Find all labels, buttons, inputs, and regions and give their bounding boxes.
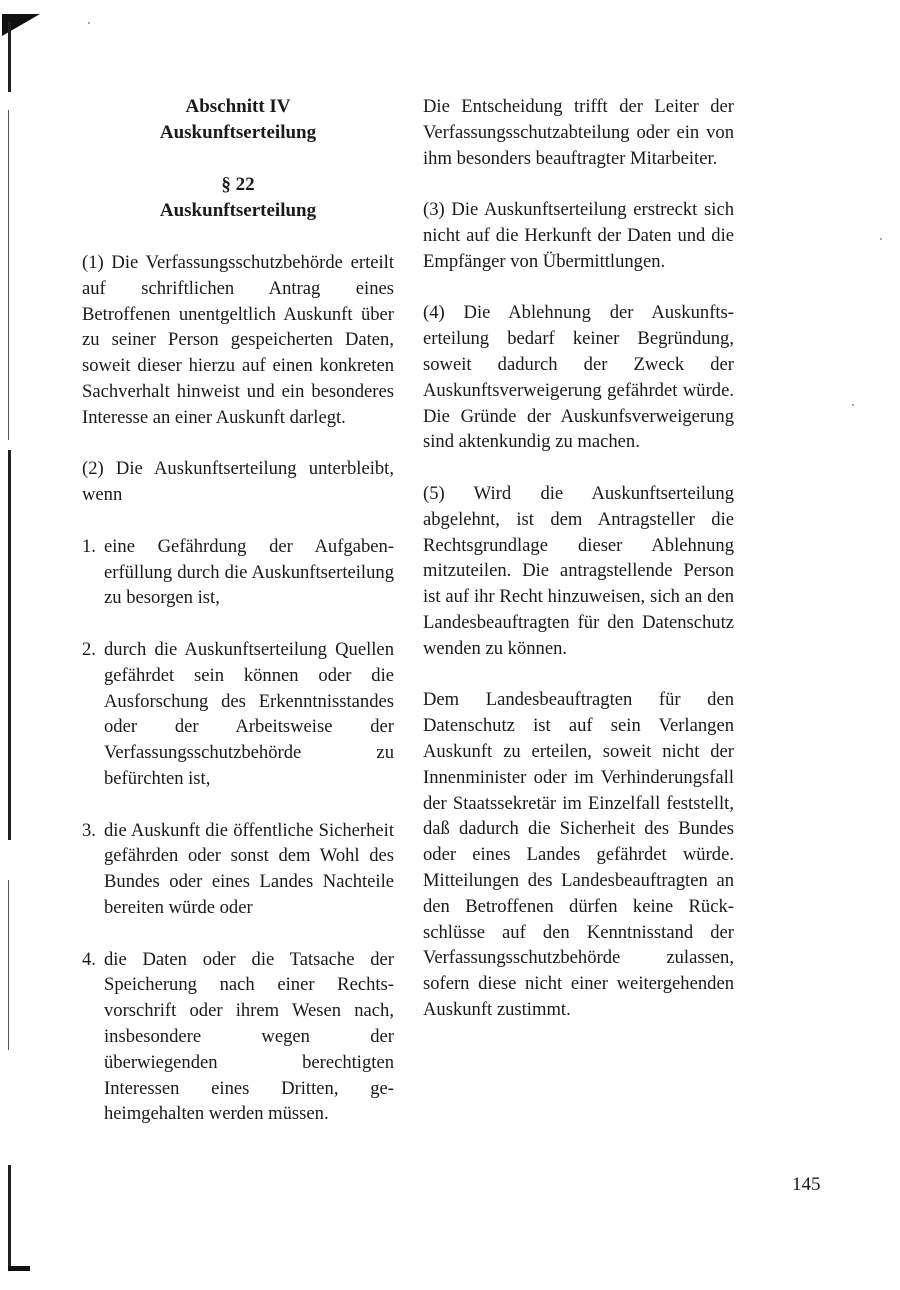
scan-edge-line: [8, 22, 11, 92]
section-title: Auskunftserteilung: [159, 122, 317, 143]
list-item-number: 2.: [82, 638, 96, 660]
scan-edge-line: [8, 110, 9, 440]
list-item-text: die Auskunft die öffentliche Sicherheit gefährden oder sonst dem Wohl des Bundes oder eines Landes Nachteile bereiten würde oder: [104, 819, 394, 918]
paragraph-3: (3) Die Auskunftserteilung erstreckt sich nicht auf die Herkunft der Daten und die Empfänger von Übermittlungen.: [423, 199, 734, 272]
scan-edge-line: [8, 880, 9, 1050]
list-item-text: durch die Auskunftserteilung Quellen gefährdet sein können oder die Ausforschung des Erkenntnisstandes oder der Arbeitsweise der Verfassungsschutzbehörde zu befürchten ist,: [104, 638, 394, 789]
left-column: [82, 94, 394, 1153]
list-item: [82, 534, 394, 611]
paragraph-heading: [82, 172, 394, 224]
list-item-number: 1.: [82, 535, 96, 557]
list-item-number: 4.: [82, 948, 96, 970]
exception-list: [82, 534, 394, 1127]
page-number: 145: [792, 1174, 821, 1195]
list-item: [82, 818, 394, 921]
list-item-text: die Daten oder die Tatsache der Speicherung nach einer Rechtsvorschrift oder ihrem Wesen nach, insbesondere wegen der überwiegenden berechtigten Interessen eines Dritten, geheimgehalten werden müssen.: [104, 948, 394, 1125]
section-number: Abschnitt IV: [185, 96, 291, 117]
paragraph-number: § 22: [221, 174, 255, 195]
paragraph-data-protection: Dem Landesbeauftragten für den Datenschutz ist auf sein Verlangen Auskunft zu erteilen, soweit nicht der Innenminister oder im Verhinderungsfall der Staatssekretär im Einzelfall feststellt, daß dadurch die Sicherheit des Bundes oder eines Landes gefährdet würde. Mitteilungen des Landesbeauftragten an den Betroffenen dürfen keine Rückschlüsse auf den Kenntnisstand der Verfassungsschutzbehörde zulassen, sofern diese nicht einer weitergehenden Auskunft zustimmt.: [423, 689, 734, 1020]
paragraph-5: (5) Wird die Auskunftserteilung abgelehnt, ist dem Antragsteller die Rechtsgrundlage dieser Ablehnung mitzuteilen. Die antragstellende Person ist auf ihr Recht hinzuweisen, sich an den Landesbeauftragten für den Datenschutz wenden zu können.: [423, 482, 734, 659]
list-item: [82, 637, 394, 792]
list-item-text: eine Gefährdung der Aufgabenerfüllung durch die Auskunftserteilung zu besorgen ist,: [104, 535, 394, 609]
scan-speck: [852, 404, 854, 406]
paragraph-title: Auskunftserteilung: [159, 200, 317, 221]
scan-edge-line: [8, 1165, 11, 1270]
list-item: [82, 947, 394, 1128]
paragraph-decision: Die Entscheidung trifft der Leiter der Verfassungsschutzabteilung oder ein von ihm besonders beauftragter Mitarbeiter.: [423, 96, 734, 169]
paragraph-1: (1) Die Verfassungsschutzbehörde erteilt auf schriftlichen Antrag eines Betroffenen unentgeltlich Auskunft über zu seiner Person gespeicherten Daten, soweit dieser hierzu auf einen konkreten Sachverhalt hinweist und ein besonderes Interesse an einer Auskunft darlegt.: [82, 252, 394, 428]
scan-foot-mark: [8, 1266, 30, 1271]
right-column: [423, 94, 734, 1048]
paragraph-4: (4) Die Ablehnung der Auskunftserteilung bedarf keiner Begründung, soweit dadurch der Zweck der Auskunftsverweigerung gefährdet würde. Die Gründe der Auskunfsverweigerung sind aktenkundig zu machen.: [423, 302, 734, 453]
scan-edge-line: [8, 450, 11, 840]
scan-speck: [88, 22, 90, 24]
scan-speck: [880, 238, 882, 240]
list-item-number: 3.: [82, 819, 96, 841]
paragraph-2: (2) Die Auskunftserteilung unterbleibt, wenn: [82, 458, 394, 506]
section-heading: [82, 94, 394, 146]
